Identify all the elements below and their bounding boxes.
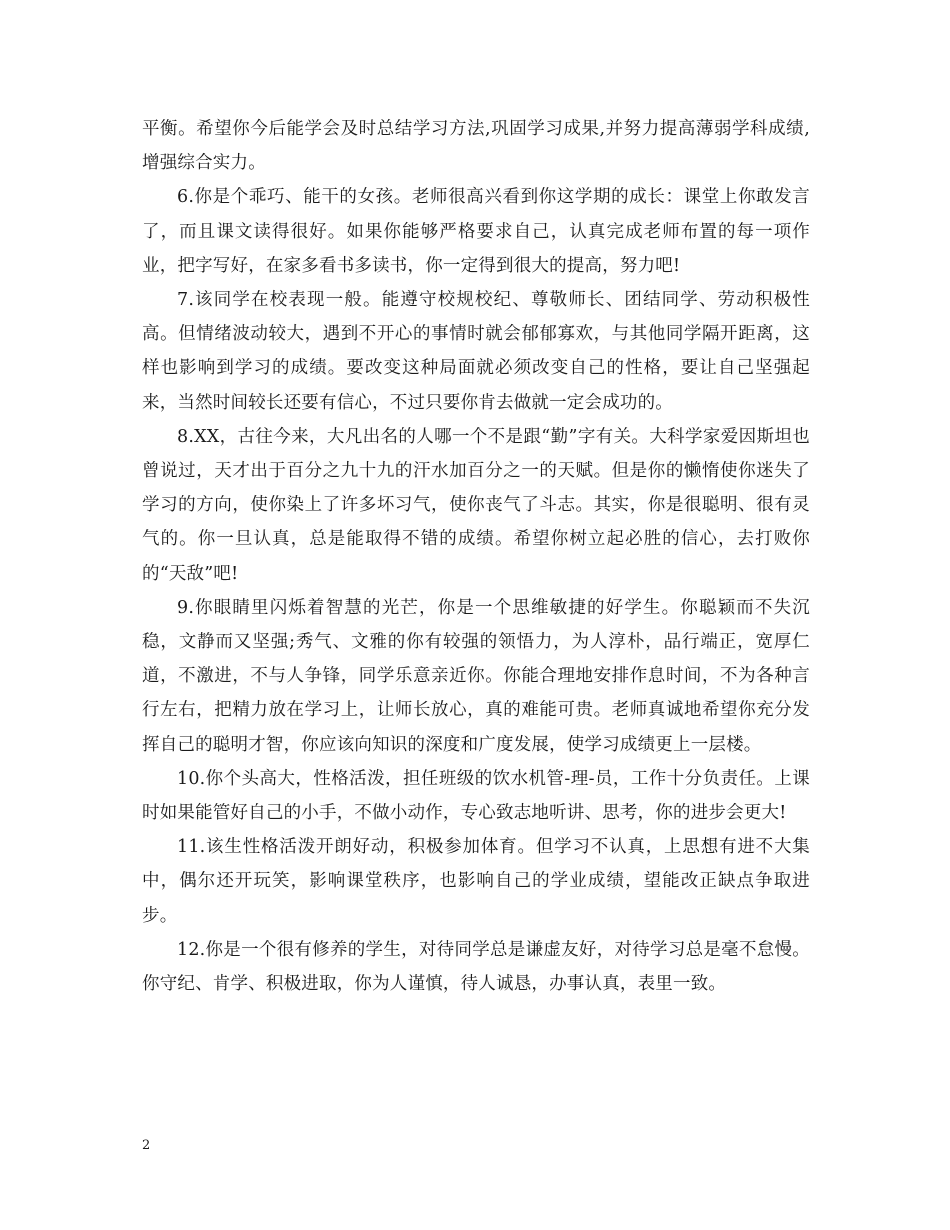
paragraph-comment-9: 9.你眼睛里闪烁着智慧的光芒，你是一个思维敏捷的好学生。你聪颖而不失沉稳，文静而又坚强;秀气、文雅的你有较强的领悟力，为人淳朴，品行端正，宽厚仁道，不激进，不与人争锋，同学乐意亲近你。你能合理地安排作息时间，不为各种言行左右，把精力放在学习上，让师长放心，真的难能可贵。老师真诚地希望你充分发挥自己的聪明才智，你应该向知识的深度和广度发展，使学习成绩更上一层楼。 xyxy=(142,597,810,755)
paragraph-comment-11: 11.该生性格活泼开朗好动，积极参加体育。但学习不认真，上思想有进不大集中，偶尔还开玩笑，影响课堂秩序，也影响自己的学业成绩，望能改正缺点争取进步。 xyxy=(142,837,810,926)
paragraph-comment-12: 12.你是一个很有修养的学生，对待同学总是谦虚友好，对待学习总是毫不怠慢。你守纪、肯学、积极进取，你为人谨慎，待人诚恳，办事认真，表里一致。 xyxy=(142,939,810,995)
paragraph-comment-8: 8.XX，古往今来，大凡出名的人哪一个不是跟“勤”字有关。大科学家爱因斯坦也曾说过，天才出于百分之九十九的汗水加百分之一的天赋。但是你的懒惰使你迷失了学习的方向，使你染上了许多坏习气，使你丧气了斗志。其实，你是很聪明、很有灵气的。你一旦认真，总是能取得不错的成绩。希望你树立起必胜的信心，去打败你的“天敌”吧! xyxy=(142,426,810,584)
document-body xyxy=(142,112,810,1001)
paragraph-continuation: 平衡。希望你今后能学会及时总结学习方法,巩固学习成果,并努力提高薄弱学科成绩,增强综合实力。 xyxy=(142,119,810,174)
paragraph-comment-6: 6.你是个乖巧、能干的女孩。老师很高兴看到你这学期的成长：课堂上你敢发言了，而且课文读得很好。如果你能够严格要求自己，认真完成老师布置的每一项作业，把字写好，在家多看书多读书，你一定得到很大的提高，努力吧! xyxy=(142,187,810,276)
page-number: 2 xyxy=(142,1138,151,1153)
paragraph-comment-7: 7.该同学在校表现一般。能遵守校规校纪、尊敬师长、团结同学、劳动积极性高。但情绪波动较大，遇到不开心的事情时就会郁郁寡欢，与其他同学隔开距离，这样也影响到学习的成绩。要改变这种局面就必须改变自己的性格，要让自己坚强起来，当然时间较长还要有信心，不过只要你肯去做就一定会成功的。 xyxy=(142,290,810,413)
paragraph-comment-10: 10.你个头高大，性格活泼，担任班级的饮水机管-理-员，工作十分负责任。上课时如果能管好自己的小手，不做小动作，专心致志地听讲、思考，你的进步会更大! xyxy=(142,768,810,824)
